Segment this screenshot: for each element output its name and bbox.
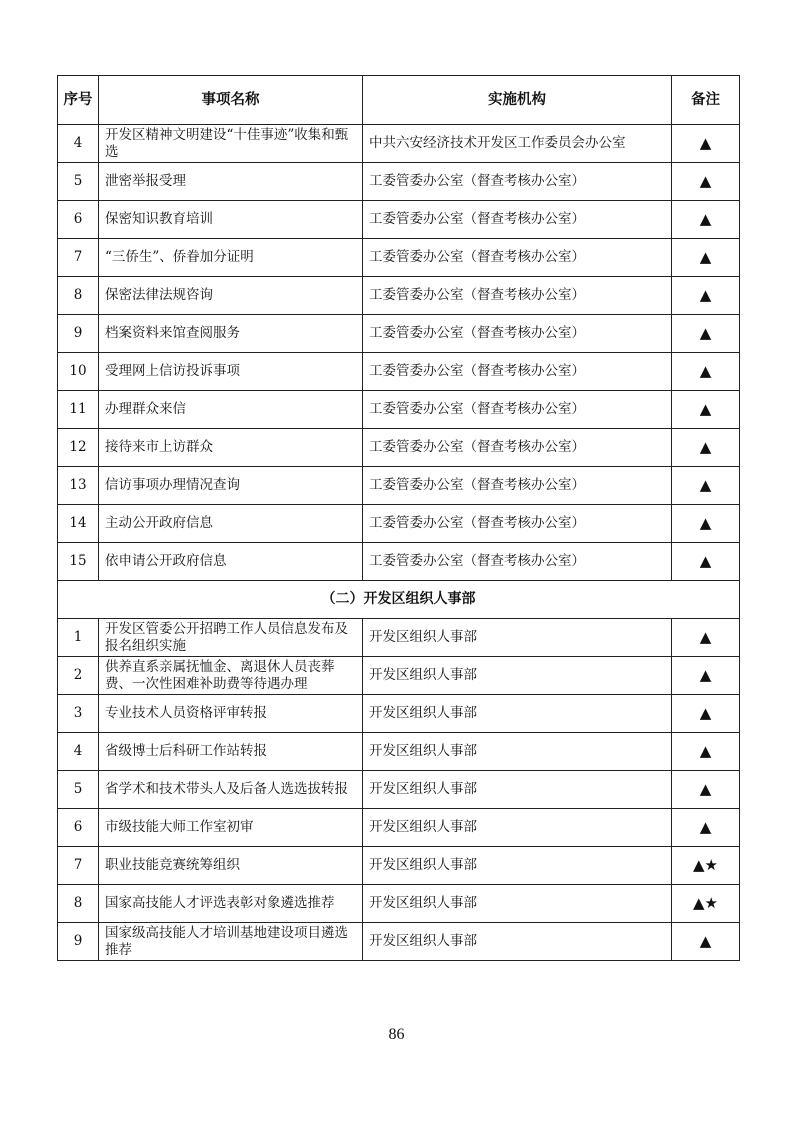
table-row — [58, 657, 740, 695]
table-row — [58, 201, 740, 239]
item-name: 主动公开政府信息 — [99, 505, 363, 543]
remark-symbols: ▲ — [672, 657, 740, 695]
item-name: 受理网上信访投诉事项 — [99, 353, 363, 391]
table-row — [58, 923, 740, 961]
table-row — [58, 809, 740, 847]
header-org: 实施机构 — [363, 76, 672, 125]
remark-symbols: ▲ — [672, 619, 740, 657]
row-number: 8 — [58, 277, 99, 315]
row-number: 5 — [58, 771, 99, 809]
item-name: 办理群众来信 — [99, 391, 363, 429]
table-row — [58, 695, 740, 733]
remark-symbols: ▲ — [672, 125, 740, 163]
row-number: 3 — [58, 695, 99, 733]
implementing-agency: 开发区组织人事部 — [363, 695, 672, 733]
row-number: 9 — [58, 315, 99, 353]
implementing-agency: 开发区组织人事部 — [363, 657, 672, 695]
remark-symbols: ▲ — [672, 771, 740, 809]
remark-symbols: ▲ — [672, 467, 740, 505]
remark-symbols: ▲ — [672, 923, 740, 961]
table-row — [58, 353, 740, 391]
implementing-agency: 工委管委办公室（督查考核办公室） — [363, 505, 672, 543]
table-row — [58, 885, 740, 923]
implementing-agency: 工委管委办公室（督查考核办公室） — [363, 467, 672, 505]
page-number: 86 — [388, 1026, 405, 1043]
row-number: 5 — [58, 163, 99, 201]
row-number: 4 — [58, 125, 99, 163]
item-name: “三侨生”、侨眷加分证明 — [99, 239, 363, 277]
item-name: 省级博士后科研工作站转报 — [99, 733, 363, 771]
table-row — [58, 467, 740, 505]
remark-symbols: ▲ — [672, 505, 740, 543]
table-row — [58, 847, 740, 885]
remark-symbols: ▲ — [672, 695, 740, 733]
item-name: 专业技术人员资格评审转报 — [99, 695, 363, 733]
remark-symbols: ▲ — [672, 429, 740, 467]
implementing-agency: 工委管委办公室（督查考核办公室） — [363, 277, 672, 315]
row-number: 6 — [58, 809, 99, 847]
item-name: 国家高技能人才评选表彰对象遴选推荐 — [99, 885, 363, 923]
row-number: 13 — [58, 467, 99, 505]
row-number: 11 — [58, 391, 99, 429]
implementing-agency: 开发区组织人事部 — [363, 771, 672, 809]
row-number: 6 — [58, 201, 99, 239]
table-row — [58, 163, 740, 201]
table-row — [58, 733, 740, 771]
header-no: 序号 — [58, 76, 99, 125]
implementing-agency: 工委管委办公室（督查考核办公室） — [363, 391, 672, 429]
implementing-agency: 开发区组织人事部 — [363, 809, 672, 847]
header-name: 事项名称 — [99, 76, 363, 125]
remark-symbols: ▲ — [672, 353, 740, 391]
row-number: 7 — [58, 239, 99, 277]
item-name: 供养直系亲属抚恤金、离退休人员丧葬费、一次性困难补助费等待遇办理 — [99, 657, 363, 695]
row-number: 14 — [58, 505, 99, 543]
table-row — [58, 543, 740, 581]
implementing-agency: 开发区组织人事部 — [363, 733, 672, 771]
item-name: 省学术和技术带头人及后备人选选拔转报 — [99, 771, 363, 809]
item-name: 档案资料来馆查阅服务 — [99, 315, 363, 353]
item-name: 市级技能大师工作室初审 — [99, 809, 363, 847]
header-note: 备注 — [672, 76, 740, 125]
table-row — [58, 239, 740, 277]
remark-symbols: ▲ — [672, 201, 740, 239]
item-name: 信访事项办理情况查询 — [99, 467, 363, 505]
implementing-agency: 开发区组织人事部 — [363, 885, 672, 923]
row-number: 10 — [58, 353, 99, 391]
remark-symbols: ▲ — [672, 277, 740, 315]
implementing-agency: 工委管委办公室（督查考核办公室） — [363, 353, 672, 391]
implementing-agency: 工委管委办公室（督查考核办公室） — [363, 429, 672, 467]
row-number: 7 — [58, 847, 99, 885]
item-name: 接待来市上访群众 — [99, 429, 363, 467]
table-row — [58, 125, 740, 163]
row-number: 8 — [58, 885, 99, 923]
section-title: （二）开发区组织人事部 — [58, 581, 740, 619]
remark-symbols: ▲★ — [672, 885, 740, 923]
table-row — [58, 429, 740, 467]
row-number: 2 — [58, 657, 99, 695]
item-name: 保密法律法规咨询 — [99, 277, 363, 315]
table-row — [58, 505, 740, 543]
implementing-agency: 工委管委办公室（督查考核办公室） — [363, 315, 672, 353]
table-body — [58, 125, 740, 961]
row-number: 4 — [58, 733, 99, 771]
implementing-agency: 开发区组织人事部 — [363, 847, 672, 885]
table-row — [58, 315, 740, 353]
remark-symbols: ▲ — [672, 163, 740, 201]
row-number: 1 — [58, 619, 99, 657]
table-row — [58, 391, 740, 429]
row-number: 9 — [58, 923, 99, 961]
table-row — [58, 619, 740, 657]
section-header-row — [58, 581, 740, 619]
remark-symbols: ▲ — [672, 391, 740, 429]
implementing-agency: 开发区组织人事部 — [363, 619, 672, 657]
service-items-table — [57, 75, 740, 961]
implementing-agency: 开发区组织人事部 — [363, 923, 672, 961]
item-name: 泄密举报受理 — [99, 163, 363, 201]
implementing-agency: 工委管委办公室（督查考核办公室） — [363, 543, 672, 581]
item-name: 开发区管委公开招聘工作人员信息发布及报名组织实施 — [99, 619, 363, 657]
row-number: 12 — [58, 429, 99, 467]
implementing-agency: 工委管委办公室（督查考核办公室） — [363, 163, 672, 201]
item-name: 开发区精神文明建设“十佳事迹”收集和甄选 — [99, 125, 363, 163]
remark-symbols: ▲ — [672, 543, 740, 581]
table-row — [58, 277, 740, 315]
implementing-agency: 工委管委办公室（督查考核办公室） — [363, 239, 672, 277]
item-name: 职业技能竞赛统筹组织 — [99, 847, 363, 885]
row-number: 15 — [58, 543, 99, 581]
implementing-agency: 工委管委办公室（督查考核办公室） — [363, 201, 672, 239]
table-row — [58, 771, 740, 809]
table-header-row — [58, 76, 740, 125]
implementing-agency: 中共六安经济技术开发区工作委员会办公室 — [363, 125, 672, 163]
item-name: 依申请公开政府信息 — [99, 543, 363, 581]
item-name: 保密知识教育培训 — [99, 201, 363, 239]
remark-symbols: ▲ — [672, 239, 740, 277]
remark-symbols: ▲ — [672, 809, 740, 847]
item-name: 国家级高技能人才培训基地建设项目遴选推荐 — [99, 923, 363, 961]
remark-symbols: ▲ — [672, 733, 740, 771]
remark-symbols: ▲ — [672, 315, 740, 353]
remark-symbols: ▲★ — [672, 847, 740, 885]
